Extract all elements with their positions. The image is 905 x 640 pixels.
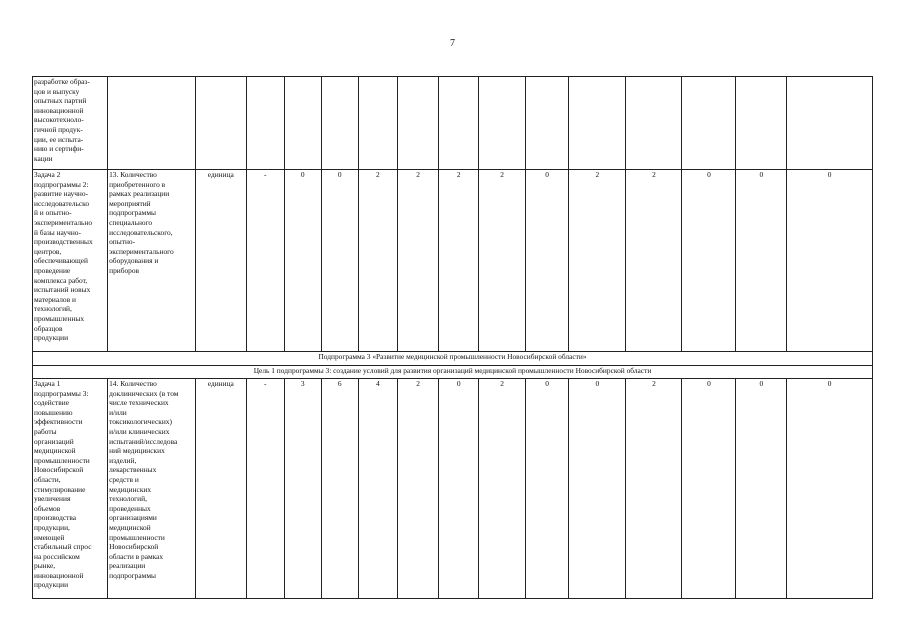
value-cell: 2	[397, 170, 438, 352]
task-cell: разработке образ- цов и выпуску опытных партий инновационной высокотехноло- гичной продук- ции, ее испыта- нию и сертифи- кации	[33, 77, 108, 170]
value-cell: 2	[479, 379, 526, 599]
table-row	[33, 366, 873, 379]
value-cell	[626, 77, 682, 170]
value-cell: 2	[569, 170, 626, 352]
task-cell: Задача 2 подпрограммы 2: развитие научно- исследовательско й и опытно- экспериментально й базы научно- производственных центров, обеспечивающей проведение комплекса работ, испытаний новых материалов и технологий, промышленных образцов продукции	[33, 170, 108, 352]
value-cell: 0	[787, 379, 873, 599]
value-cell: 2	[626, 379, 682, 599]
value-cell: 0	[321, 170, 358, 352]
value-cell: 0	[525, 170, 568, 352]
indicator-cell	[108, 77, 196, 170]
value-cell: 0	[736, 379, 787, 599]
value-cell	[569, 77, 626, 170]
value-cell	[525, 77, 568, 170]
value-cell: -	[246, 170, 284, 352]
subprogram-header: Подпрограмма 3 «Развитие медицинской промышленности Новосибирской области»	[33, 352, 873, 366]
value-cell: 3	[284, 379, 321, 599]
page-number: 7	[450, 38, 455, 49]
indicator-cell: 13. Количество приобретенного в рамках реализации мероприятий подпрограммы специального исследовательского, опытно- экспериментального оборудования и приборов	[108, 170, 196, 352]
value-cell: 0	[787, 170, 873, 352]
value-cell: 2	[397, 379, 438, 599]
table-row	[33, 170, 873, 352]
value-cell	[321, 77, 358, 170]
value-cell	[439, 77, 479, 170]
value-cell	[397, 77, 438, 170]
value-cell: 2	[358, 170, 397, 352]
indicators-table	[32, 76, 873, 599]
value-cell	[284, 77, 321, 170]
value-cell: 4	[358, 379, 397, 599]
value-cell	[358, 77, 397, 170]
value-cell	[479, 77, 526, 170]
value-cell: 2	[626, 170, 682, 352]
value-cell: 0	[284, 170, 321, 352]
value-cell	[736, 77, 787, 170]
goal-header: Цель 1 подпрограммы 3: создание условий для развития организаций медицинской промышленности Новосибирской области	[33, 366, 873, 379]
unit-cell	[195, 77, 246, 170]
value-cell: 0	[682, 170, 736, 352]
value-cell: 6	[321, 379, 358, 599]
table-row	[33, 379, 873, 599]
value-cell	[682, 77, 736, 170]
value-cell	[787, 77, 873, 170]
unit-cell: единица	[195, 379, 246, 599]
task-cell: Задача 1 подпрограммы 3: содействие повышению эффективности работы организаций медицинской промышленности Новосибирской области, стимулирование увеличения объемов производства продукции, имеющей стабильный спрос на российском рынке, инновационной продукции	[33, 379, 108, 599]
value-cell	[246, 77, 284, 170]
indicator-cell: 14. Количество доклинических (в том числе технических и/или токсикологических) и/или клинических испытаний/исследова ний медицинских изделий, лекарственных средств и медицинских технологий, проведенных организациями медицинской промышленности Новосибирской области в рамках реализации подпрограммы	[108, 379, 196, 599]
value-cell: 0	[682, 379, 736, 599]
table-row	[33, 77, 873, 170]
value-cell: 2	[479, 170, 526, 352]
value-cell: 0	[569, 379, 626, 599]
table-row	[33, 352, 873, 366]
value-cell: 0	[439, 379, 479, 599]
value-cell: 2	[439, 170, 479, 352]
unit-cell: единица	[195, 170, 246, 352]
value-cell: -	[246, 379, 284, 599]
value-cell: 0	[736, 170, 787, 352]
value-cell: 0	[525, 379, 568, 599]
